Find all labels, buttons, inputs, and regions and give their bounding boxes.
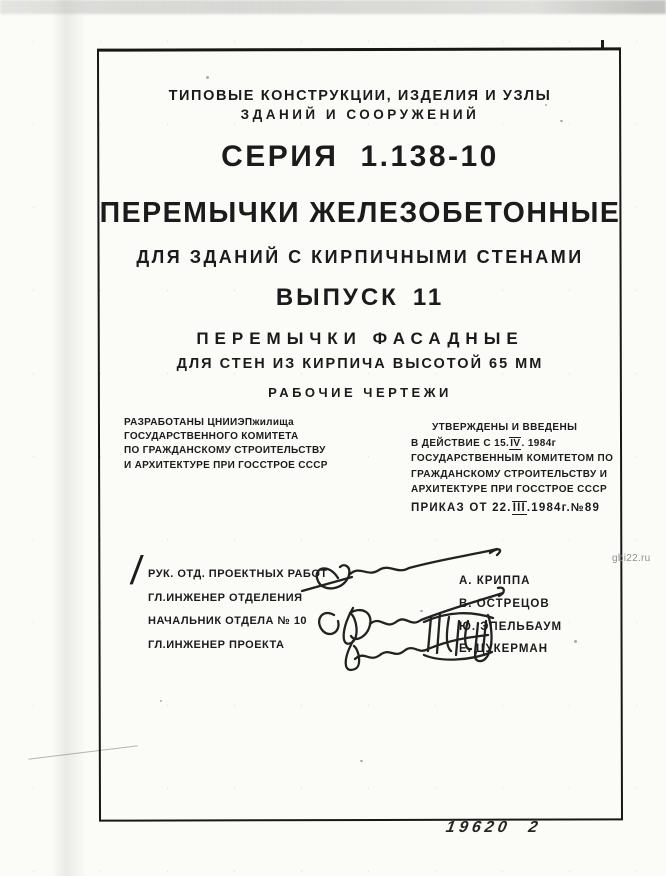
section-subtitle: ДЛЯ СТЕН ИЗ КИРПИЧА ВЫСОТОЙ 65 ММ	[176, 356, 544, 372]
approved-line: УТВЕРЖДЕНЫ И ВВЕДЕНЫ	[432, 422, 578, 433]
roman-numeral-month: III	[512, 502, 526, 514]
approved-line: АРХИТЕКТУРЕ ПРИ ГОССТРОЕ СССР	[411, 484, 608, 496]
approved-line: ГОСУДАРСТВЕННЫМ КОМИТЕТОМ ПО	[411, 453, 614, 465]
site-watermark: gbi22.ru	[612, 553, 651, 564]
signature-role: РУК. ОТД. ПРОЕКТНЫХ РАБОТ	[148, 568, 328, 580]
signatory-name: Ю. ЭПЕЛЬБАУМ	[459, 620, 563, 633]
order-suffix: .1984г.№89	[526, 502, 601, 514]
issue-number: 11	[412, 284, 445, 311]
approved-date-prefix: В ДЕЙСТВИЕ С 15.	[411, 437, 510, 449]
order-line	[411, 502, 600, 514]
series-number: 1.138-10	[360, 140, 499, 173]
scan-streak-left	[52, 0, 86, 876]
developed-line: ПО ГРАЖДАНСКОМУ СТРОИТЕЛЬСТВУ	[124, 445, 326, 457]
approved-line	[411, 436, 626, 452]
issue-heading	[98, 284, 622, 312]
document-type-line: РАБОЧИЕ ЧЕРТЕЖИ	[268, 385, 452, 400]
developed-line: РАЗРАБОТАНЫ ЦНИИЭПжилища	[124, 417, 295, 428]
scan-smudge-top	[0, 0, 666, 14]
developed-line: ГОСУДАРСТВЕННОГО КОМИТЕТА	[124, 431, 299, 443]
series-label: СЕРИЯ	[221, 140, 339, 173]
main-subtitle: ДЛЯ ЗДАНИЙ С КИРПИЧНЫМИ СТЕНАМИ	[136, 247, 584, 267]
roman-numeral-month: IV	[510, 437, 521, 449]
signatory-name: В. ОСТРЕЦОВ	[459, 597, 550, 610]
signature-role: ГЛ.ИНЖЕНЕР ОТДЕЛЕНИЯ	[148, 591, 303, 604]
series-heading	[98, 140, 622, 174]
issue-label: ВЫПУСК	[275, 284, 399, 311]
approved-by-block	[411, 420, 626, 498]
order-prefix: ПРИКАЗ ОТ 22.	[411, 502, 512, 514]
approved-date-suffix: . 1984г	[521, 437, 557, 449]
section-title: ПЕРЕМЫЧКИ ФАСАДНЫЕ	[196, 329, 524, 348]
signature-role: ГЛ.ИНЖЕНЕР ПРОЕКТА	[148, 638, 285, 651]
document-category-line1: ТИПОВЫЕ КОНСТРУКЦИИ, ИЗДЕЛИЯ И УЗЛЫ	[168, 88, 552, 104]
developed-line: И АРХИТЕКТУРЕ ПРИ ГОССТРОЕ СССР	[124, 459, 328, 471]
signatory-name: А. КРИППА	[459, 575, 531, 587]
signature-bracket: /	[128, 549, 145, 593]
signature-role: НАЧАЛЬНИК ОТДЕЛА № 10	[148, 615, 308, 627]
approved-line: ГРАЖДАНСКОМУ СТРОИТЕЛЬСТВУ И	[411, 468, 608, 480]
sheet-number: 2	[527, 819, 543, 836]
signature-names-column	[459, 570, 562, 661]
document-category-line2: ЗДАНИЙ И СООРУЖЕНИЙ	[240, 107, 480, 122]
archive-stamp-number	[444, 819, 543, 837]
corner-tick-mark	[601, 40, 604, 49]
stamp-number: 19620	[444, 819, 513, 836]
signatory-name: Е. ЦУКЕРМАН	[459, 643, 549, 656]
main-title: ПЕРЕМЫЧКИ ЖЕЛЕЗОБЕТОННЫЕ	[99, 197, 621, 229]
developed-by-block	[124, 416, 339, 473]
